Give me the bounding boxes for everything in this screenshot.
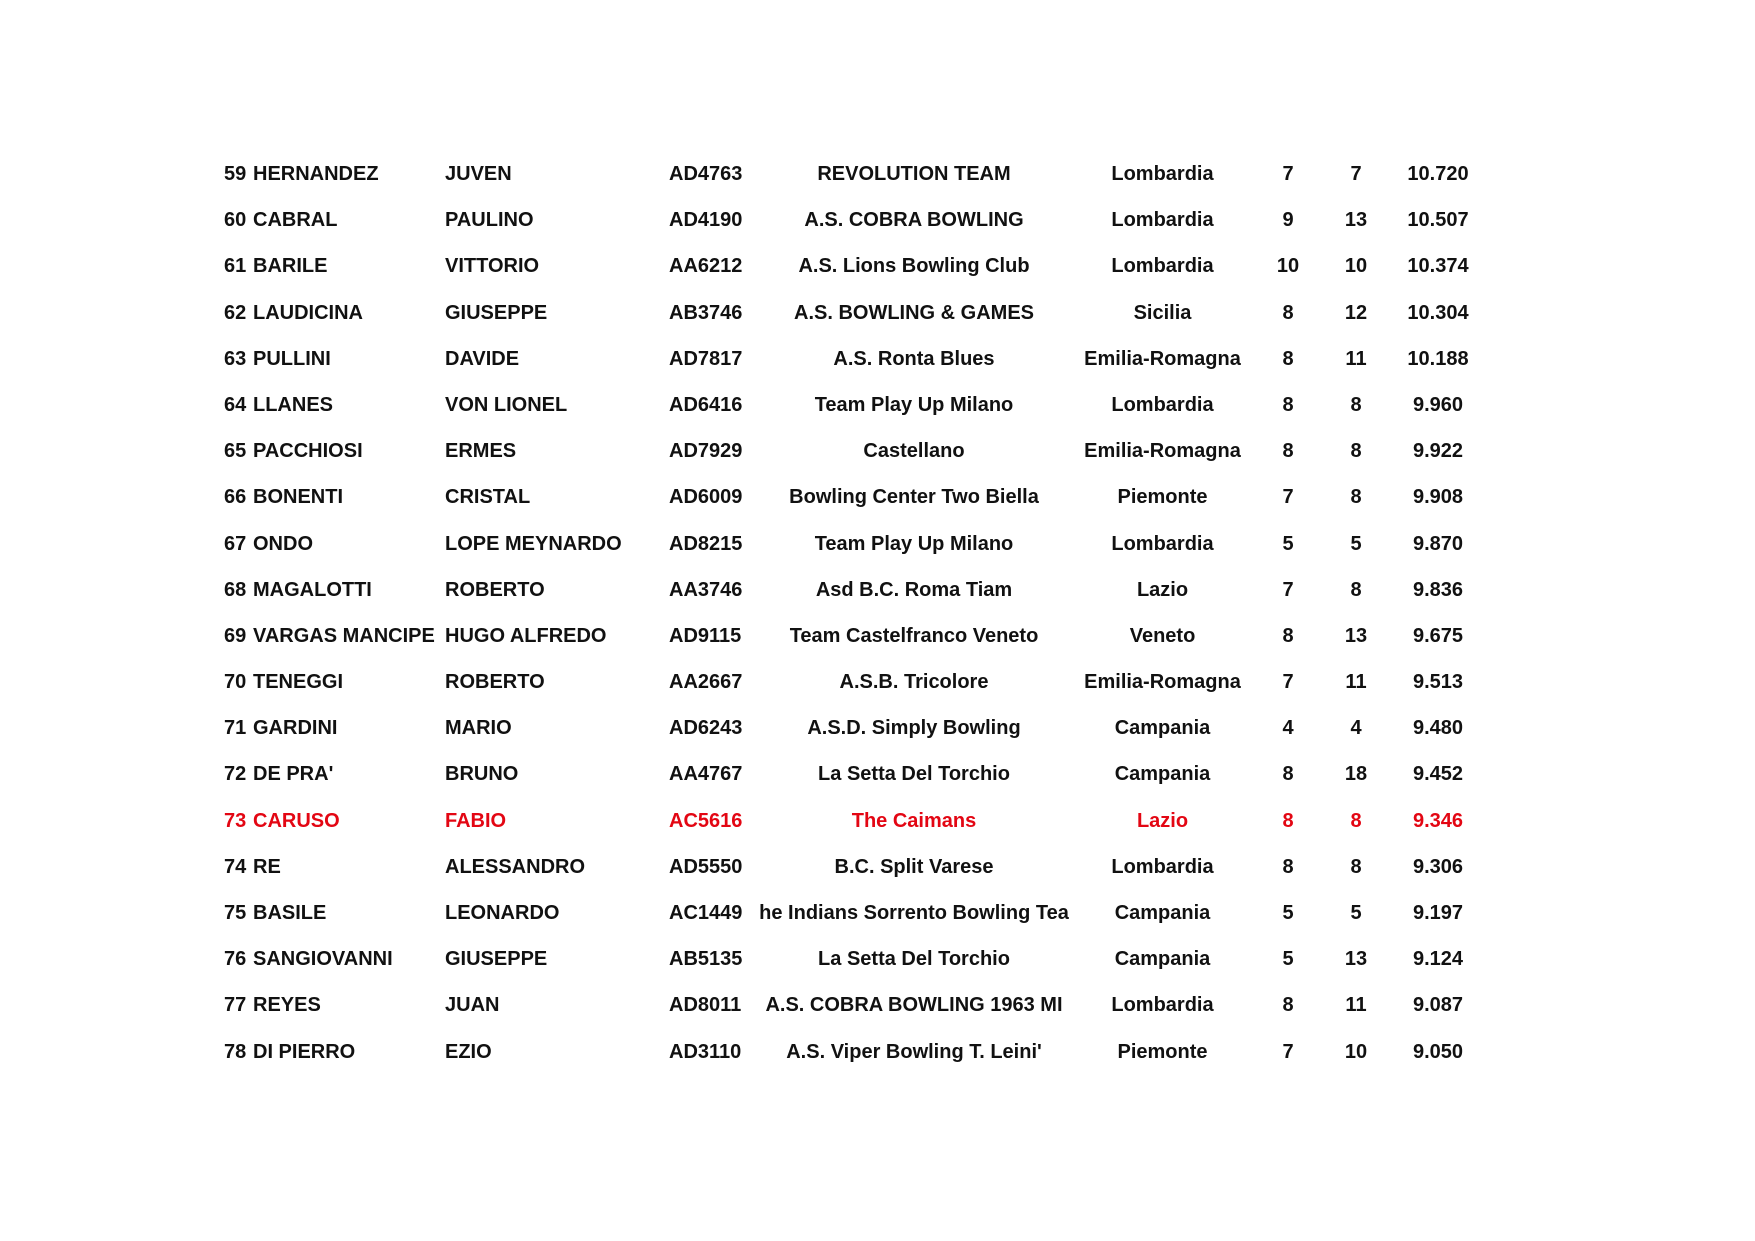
player-code-cell: AD6416 <box>669 393 743 416</box>
count-1-cell: 7 <box>1282 486 1294 509</box>
team-cell: he Indians Sorrento Bowling Tea <box>759 902 1069 924</box>
team-cell: La Setta Del Torchio <box>818 948 1010 971</box>
player-code-cell: AD9115 <box>669 624 742 647</box>
first-name-cell: BRUNO <box>445 763 519 786</box>
surname-cell: SANGIOVANNI <box>253 948 393 971</box>
region-cell: Emilia-Romagna <box>1084 347 1241 370</box>
first-name-cell: FABIO <box>445 809 507 832</box>
surname-cell: VARGAS MANCIPE <box>253 624 435 647</box>
count-1-cell: 8 <box>1282 855 1294 878</box>
count-2-cell: 11 <box>1345 994 1367 1017</box>
count-2-cell: 8 <box>1350 440 1362 463</box>
count-2-cell: 13 <box>1344 624 1368 647</box>
region-cell: Sicilia <box>1133 301 1192 324</box>
surname-cell: PACCHIOSI <box>253 440 363 463</box>
count-2-cell: 8 <box>1350 578 1362 601</box>
surname-cell: DE PRA' <box>253 763 334 786</box>
rank-cell: 78 <box>224 1040 247 1063</box>
player-code-cell: AD7817 <box>669 347 743 370</box>
count-1-cell: 9 <box>1282 209 1294 232</box>
table-row <box>0 290 1755 336</box>
rank-cell: 63 <box>224 347 247 370</box>
rank-cell: 67 <box>224 532 247 555</box>
region-cell: Lombardia <box>1111 994 1214 1017</box>
table-row <box>0 336 1755 382</box>
first-name-cell: ALESSANDRO <box>445 855 586 878</box>
count-1-cell: 7 <box>1282 671 1294 694</box>
count-2-cell: 5 <box>1350 902 1362 924</box>
table-row <box>0 936 1755 982</box>
first-name-cell: MARIO <box>445 717 512 740</box>
region-cell: Lombardia <box>1111 532 1214 555</box>
region-cell: Lombardia <box>1111 163 1214 185</box>
count-1-cell: 5 <box>1282 532 1294 555</box>
count-2-cell: 4 <box>1350 717 1362 740</box>
first-name-cell: VON LIONEL <box>445 393 568 416</box>
table-row <box>0 567 1755 613</box>
player-code-cell: AD5550 <box>669 855 743 878</box>
surname-cell: PULLINI <box>253 347 331 370</box>
rank-cell: 72 <box>224 763 247 786</box>
count-1-cell: 4 <box>1282 717 1294 740</box>
score-cell: 9.197 <box>1412 902 1464 924</box>
count-2-cell: 18 <box>1344 763 1368 786</box>
count-1-cell: 8 <box>1282 624 1294 647</box>
first-name-cell: ROBERTO <box>445 671 545 694</box>
region-cell: Campania <box>1114 948 1211 971</box>
rank-cell: 76 <box>224 948 247 971</box>
score-cell: 10.507 <box>1407 209 1469 232</box>
table-row <box>0 844 1755 890</box>
count-1-cell: 7 <box>1282 1040 1294 1063</box>
score-cell: 9.960 <box>1412 393 1464 416</box>
score-cell: 9.306 <box>1412 855 1464 878</box>
first-name-cell: EZIO <box>445 1040 492 1063</box>
count-1-cell: 8 <box>1282 440 1294 463</box>
first-name-cell: ERMES <box>445 440 517 463</box>
rank-cell: 70 <box>224 671 247 694</box>
score-cell: 9.922 <box>1412 440 1464 463</box>
score-cell: 10.374 <box>1407 255 1469 278</box>
rank-cell: 75 <box>224 902 247 924</box>
table-row <box>0 521 1755 567</box>
score-cell: 9.675 <box>1412 624 1464 647</box>
first-name-cell: LOPE MEYNARDO <box>445 532 622 555</box>
surname-cell: DI PIERRO <box>253 1040 356 1063</box>
surname-cell: LLANES <box>253 393 333 416</box>
player-code-cell: AD7929 <box>669 440 743 463</box>
score-cell: 9.870 <box>1412 532 1464 555</box>
player-code-cell: AC5616 <box>669 809 743 832</box>
count-1-cell: 10 <box>1276 255 1300 278</box>
score-cell: 10.304 <box>1407 301 1469 324</box>
count-2-cell: 8 <box>1350 809 1362 832</box>
team-cell: A.S. Viper Bowling T. Leini' <box>786 1040 1042 1063</box>
rank-cell: 62 <box>224 301 247 324</box>
count-1-cell: 8 <box>1282 347 1294 370</box>
rank-cell: 59 <box>224 163 247 185</box>
surname-cell: RE <box>253 855 281 878</box>
count-2-cell: 11 <box>1345 671 1367 694</box>
region-cell: Emilia-Romagna <box>1084 440 1241 463</box>
count-1-cell: 7 <box>1282 163 1294 185</box>
region-cell: Lazio <box>1136 578 1189 601</box>
player-code-cell: AD6243 <box>669 717 743 740</box>
region-cell: Emilia-Romagna <box>1084 671 1241 694</box>
table-row <box>0 428 1755 474</box>
first-name-cell: GIUSEPPE <box>445 301 548 324</box>
first-name-cell: LEONARDO <box>445 902 560 924</box>
count-2-cell: 8 <box>1350 855 1362 878</box>
first-name-cell: JUVEN <box>445 163 512 185</box>
region-cell: Lazio <box>1136 809 1189 832</box>
team-cell: REVOLUTION TEAM <box>817 163 1011 185</box>
surname-cell: BASILE <box>253 902 327 924</box>
team-cell: A.S. Lions Bowling Club <box>798 255 1030 278</box>
table-row <box>0 751 1755 797</box>
surname-cell: CARUSO <box>253 809 340 832</box>
score-cell: 9.908 <box>1412 486 1464 509</box>
player-code-cell: AA4767 <box>669 763 743 786</box>
team-cell: The Caimans <box>851 809 977 832</box>
score-cell: 9.513 <box>1412 671 1464 694</box>
player-code-cell: AD8215 <box>669 532 743 555</box>
player-code-cell: AD4763 <box>669 163 743 185</box>
table-row <box>0 474 1755 520</box>
team-cell: Team Play Up Milano <box>814 393 1014 416</box>
surname-cell: GARDINI <box>253 717 338 740</box>
rank-cell: 60 <box>224 209 247 232</box>
table-row <box>0 705 1755 751</box>
count-2-cell: 13 <box>1344 948 1368 971</box>
table-row <box>0 382 1755 428</box>
rank-cell: 77 <box>224 994 247 1017</box>
count-1-cell: 8 <box>1282 994 1294 1017</box>
player-code-cell: AD6009 <box>669 486 743 509</box>
player-code-cell: AB5135 <box>669 948 743 971</box>
table-row <box>0 151 1755 197</box>
surname-cell: LAUDICINA <box>253 301 363 324</box>
region-cell: Lombardia <box>1111 209 1214 232</box>
region-cell: Lombardia <box>1111 255 1214 278</box>
surname-cell: HERNANDEZ <box>253 163 379 185</box>
highlighted-table-row <box>0 798 1755 844</box>
team-cell: A.S.D. Simply Bowling <box>807 717 1021 740</box>
count-2-cell: 5 <box>1350 532 1362 555</box>
region-cell: Lombardia <box>1111 393 1214 416</box>
table-row <box>0 1029 1755 1075</box>
team-cell: Team Play Up Milano <box>814 532 1014 555</box>
player-code-cell: AA2667 <box>669 671 743 694</box>
player-code-cell: AA6212 <box>669 255 743 278</box>
count-2-cell: 10 <box>1344 1040 1368 1063</box>
table-row <box>0 659 1755 705</box>
count-2-cell: 7 <box>1350 163 1362 185</box>
ranking-table <box>0 151 1755 1075</box>
team-cell: A.S.B. Tricolore <box>839 671 989 694</box>
count-1-cell: 5 <box>1282 948 1294 971</box>
count-1-cell: 8 <box>1282 393 1294 416</box>
team-cell: Team Castelfranco Veneto <box>789 624 1039 647</box>
count-1-cell: 7 <box>1282 578 1294 601</box>
team-cell: B.C. Split Varese <box>834 855 994 878</box>
surname-cell: BARILE <box>253 255 328 278</box>
count-2-cell: 12 <box>1344 301 1368 324</box>
score-cell: 9.087 <box>1412 994 1464 1017</box>
surname-cell: CABRAL <box>253 209 338 232</box>
region-cell: Veneto <box>1129 624 1196 647</box>
table-row <box>0 613 1755 659</box>
region-cell: Campania <box>1114 902 1211 924</box>
count-2-cell: 8 <box>1350 486 1362 509</box>
team-cell: Asd B.C. Roma Tiam <box>815 578 1013 601</box>
surname-cell: REYES <box>253 994 321 1017</box>
player-code-cell: AD4190 <box>669 209 743 232</box>
first-name-cell: GIUSEPPE <box>445 948 548 971</box>
team-cell: A.S. BOWLING & GAMES <box>794 301 1034 324</box>
region-cell: Piemonte <box>1117 1040 1208 1063</box>
team-cell: A.S. COBRA BOWLING <box>804 209 1024 232</box>
player-code-cell: AD3110 <box>669 1040 742 1063</box>
region-cell: Piemonte <box>1117 486 1208 509</box>
team-cell: Castellano <box>863 440 965 463</box>
team-cell: La Setta Del Torchio <box>818 763 1010 786</box>
rank-cell: 73 <box>224 809 247 832</box>
player-code-cell: AB3746 <box>669 301 743 324</box>
rank-cell: 61 <box>224 255 247 278</box>
rank-cell: 65 <box>224 440 247 463</box>
score-cell: 10.720 <box>1407 163 1469 185</box>
count-1-cell: 8 <box>1282 301 1294 324</box>
count-2-cell: 13 <box>1344 209 1368 232</box>
first-name-cell: CRISTAL <box>445 486 531 509</box>
score-cell: 9.836 <box>1412 578 1464 601</box>
rank-cell: 71 <box>224 717 247 740</box>
team-cell: A.S. Ronta Blues <box>833 347 995 370</box>
count-1-cell: 5 <box>1282 902 1294 924</box>
surname-cell: BONENTI <box>253 486 343 509</box>
region-cell: Lombardia <box>1111 855 1214 878</box>
count-2-cell: 8 <box>1350 393 1362 416</box>
rank-cell: 66 <box>224 486 247 509</box>
first-name-cell: JUAN <box>445 994 500 1017</box>
surname-cell: MAGALOTTI <box>253 578 372 601</box>
rank-cell: 64 <box>224 393 247 416</box>
player-code-cell: AC1449 <box>669 902 743 924</box>
team-cell: Bowling Center Two Biella <box>789 486 1039 509</box>
rank-cell: 74 <box>224 855 247 878</box>
table-row <box>0 197 1755 243</box>
rank-cell: 68 <box>224 578 247 601</box>
count-1-cell: 8 <box>1282 763 1294 786</box>
region-cell: Campania <box>1114 763 1211 786</box>
table-row <box>0 890 1755 936</box>
count-2-cell: 10 <box>1344 255 1368 278</box>
score-cell: 10.188 <box>1407 347 1469 370</box>
rank-cell: 69 <box>224 624 247 647</box>
region-cell: Campania <box>1114 717 1211 740</box>
surname-cell: TENEGGI <box>253 671 344 694</box>
score-cell: 9.452 <box>1412 763 1464 786</box>
first-name-cell: HUGO ALFREDO <box>445 624 607 647</box>
table-row <box>0 982 1755 1028</box>
first-name-cell: DAVIDE <box>445 347 520 370</box>
score-cell: 9.124 <box>1412 948 1464 971</box>
first-name-cell: VITTORIO <box>445 255 540 278</box>
count-1-cell: 8 <box>1282 809 1294 832</box>
team-cell: A.S. COBRA BOWLING 1963 MI <box>765 994 1063 1017</box>
table-row <box>0 243 1755 289</box>
score-cell: 9.050 <box>1412 1040 1464 1063</box>
count-2-cell: 11 <box>1345 347 1367 370</box>
player-code-cell: AA3746 <box>669 578 743 601</box>
score-cell: 9.480 <box>1412 717 1464 740</box>
player-code-cell: AD8011 <box>669 994 742 1017</box>
score-cell: 9.346 <box>1412 809 1464 832</box>
first-name-cell: PAULINO <box>445 209 534 232</box>
surname-cell: ONDO <box>253 532 313 555</box>
first-name-cell: ROBERTO <box>445 578 545 601</box>
